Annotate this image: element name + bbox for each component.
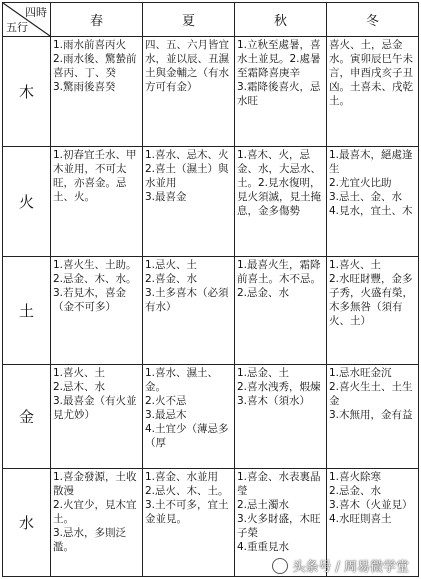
cell-line: 喜火、土，忌金水。寅卯辰巳午未言，申酉戌亥子丑凶。土喜未、戌乾土。 [329,39,413,107]
cell-line: 2.喜金、水 [145,273,198,285]
cell-metal-winter [327,365,419,469]
cell-line: 4.水旺則喜土 [329,513,392,525]
table-row [3,147,419,257]
element-label-fire: 火 [3,147,51,257]
cell-line: 4.見水，宜土、木 [329,205,413,217]
cell-line: 1.喜水、忌木、火 [145,149,229,161]
element-label-wood: 木 [3,37,51,147]
cell-line: 2.忌土濁水 [237,499,290,511]
corner-label-elements: 五行 [6,21,28,34]
cell-wood-summer [143,37,235,147]
cell-line: 2.尤宜火比助 [329,177,392,189]
cell-earth-autumn [235,257,327,365]
corner-label-seasons: 四時 [25,6,47,19]
cell-line: 2.喜土（濕土）與水並用 [145,163,229,189]
cell-line: 1.最喜木，絕處逢生 [329,149,413,175]
table-row [3,257,419,365]
cell-earth-summer [143,257,235,365]
cell-line: 1.喜金發源，土收散漫 [53,471,137,497]
cell-line: 2.火宜少，見木宜土。 [53,499,137,525]
cell-line: 1.忌火、土 [145,259,198,271]
cell-line: 1.忌金、土 [237,367,290,379]
cell-line: 1.喜火除寒 [329,471,382,483]
cell-earth-spring [51,257,143,365]
cell-line: 2.喜水洩秀，煆煉 [237,381,321,393]
cell-line: 3.喜木（火並見） [329,499,413,511]
cell-fire-spring [51,147,143,257]
cell-line: 3.最喜金 [145,191,187,203]
season-header-summer: 夏 [143,3,235,37]
cell-earth-winter [327,257,419,365]
header-row [3,3,419,37]
cell-line: 1.喜火、土 [329,259,382,271]
cell-line: 1.喜火生、土助。 [53,259,137,271]
cell-line: 3.木無用，金有益 [329,409,413,421]
cell-line: 3.最忌木 [145,409,187,421]
table-row [3,37,419,147]
toutiao-logo-icon [272,558,288,574]
cell-line: 1.喜金、水並用 [145,471,219,483]
table-row [3,365,419,469]
cell-line: 3.土多喜木（必須有水） [145,287,229,313]
cell-fire-autumn [235,147,327,257]
cell-metal-summer [143,365,235,469]
cell-line: 1.雨水前喜丙火 [53,39,127,51]
cell-line: 2.雨水後、驚蟄前喜丙、丁、癸 [53,53,137,79]
cell-line: 3.土不可多，宜土金並見。 [145,499,229,525]
cell-line: 3.驚雨後喜癸 [53,81,116,93]
cell-line: 2.水旺財豐，金多子秀，火盛有榮，木多無咎（須有火、土） [329,273,413,327]
cell-line: 1.最喜火生，霜降前喜土。木不忌。 [237,259,321,285]
cell-line: 2.喜火生土、土生金 [329,381,413,407]
cell-line: 1.喜火、土 [53,367,106,379]
watermark [272,556,409,575]
cell-line: 3.霜降後喜火，忌水旺 [237,81,321,107]
cell-line: 2.忌金、水 [329,485,382,497]
element-label-water: 水 [3,469,51,577]
cell-metal-autumn [235,365,327,469]
cell-line: 3.最喜金（有火並見尤妙） [53,395,137,421]
element-label-earth: 土 [3,257,51,365]
cell-line: 3.忌土、金、水 [329,191,403,203]
cell-wood-spring [51,37,143,147]
season-header-winter: 冬 [327,3,419,37]
season-header-autumn: 秋 [235,3,327,37]
cell-water-spring [51,469,143,577]
cell-line: 1.喜金、水表裏晶瑩 [237,471,321,497]
cell-water-summer [143,469,235,577]
cell-line: 2.火不忌 [145,395,187,407]
corner-header-cell [3,3,51,37]
cell-wood-winter [327,37,419,147]
cell-line: 1.忌水旺金沉 [329,367,392,379]
cell-line: 3.喜木（須水） [237,395,311,407]
cell-wood-autumn [235,37,327,147]
cell-line: 1.初春宜壬水、甲木並用，不可太旺，亦喜金。忌土、火。 [53,149,137,203]
cell-line: 3.火多財盛，木旺子榮 [237,513,321,539]
cell-fire-winter [327,147,419,257]
element-label-metal: 金 [3,365,51,469]
cell-line: 1.喜木、火，忌金、水，大忌水、土。2.見水復明，見火須滅，見土掩息，金多傷勢 [237,149,321,217]
cell-line: 2.忌金、水 [237,287,290,299]
cell-fire-summer [143,147,235,257]
season-header-spring: 春 [51,3,143,37]
watermark-text: 头条号 / 周易微学堂 [292,560,409,575]
cell-line: 3.若見木，喜金（金不可多） [53,287,127,313]
five-elements-season-table [2,2,419,577]
cell-line: 2.忌金、木、水。 [53,273,137,285]
cell-line: 2.忌木、水 [53,381,106,393]
cell-metal-spring [51,365,143,469]
cell-line: 1.立秋至處暑，喜水土並見。2.處暑至霜降喜庚辛 [237,39,321,79]
cell-line: 1.喜水、濕土、金。 [145,367,219,393]
cell-line: 4.重重見水 [237,541,290,553]
cell-line: 2.忌火、木、土。 [145,485,229,497]
cell-line: 4.土宜少（薄忌多（厚 [145,423,229,449]
cell-line: 3.忌水，多則泛濫。 [53,527,127,553]
cell-line: 四、五、六月皆宜水，並以辰、丑濕土與金輔之（有水方可有金） [145,39,229,93]
